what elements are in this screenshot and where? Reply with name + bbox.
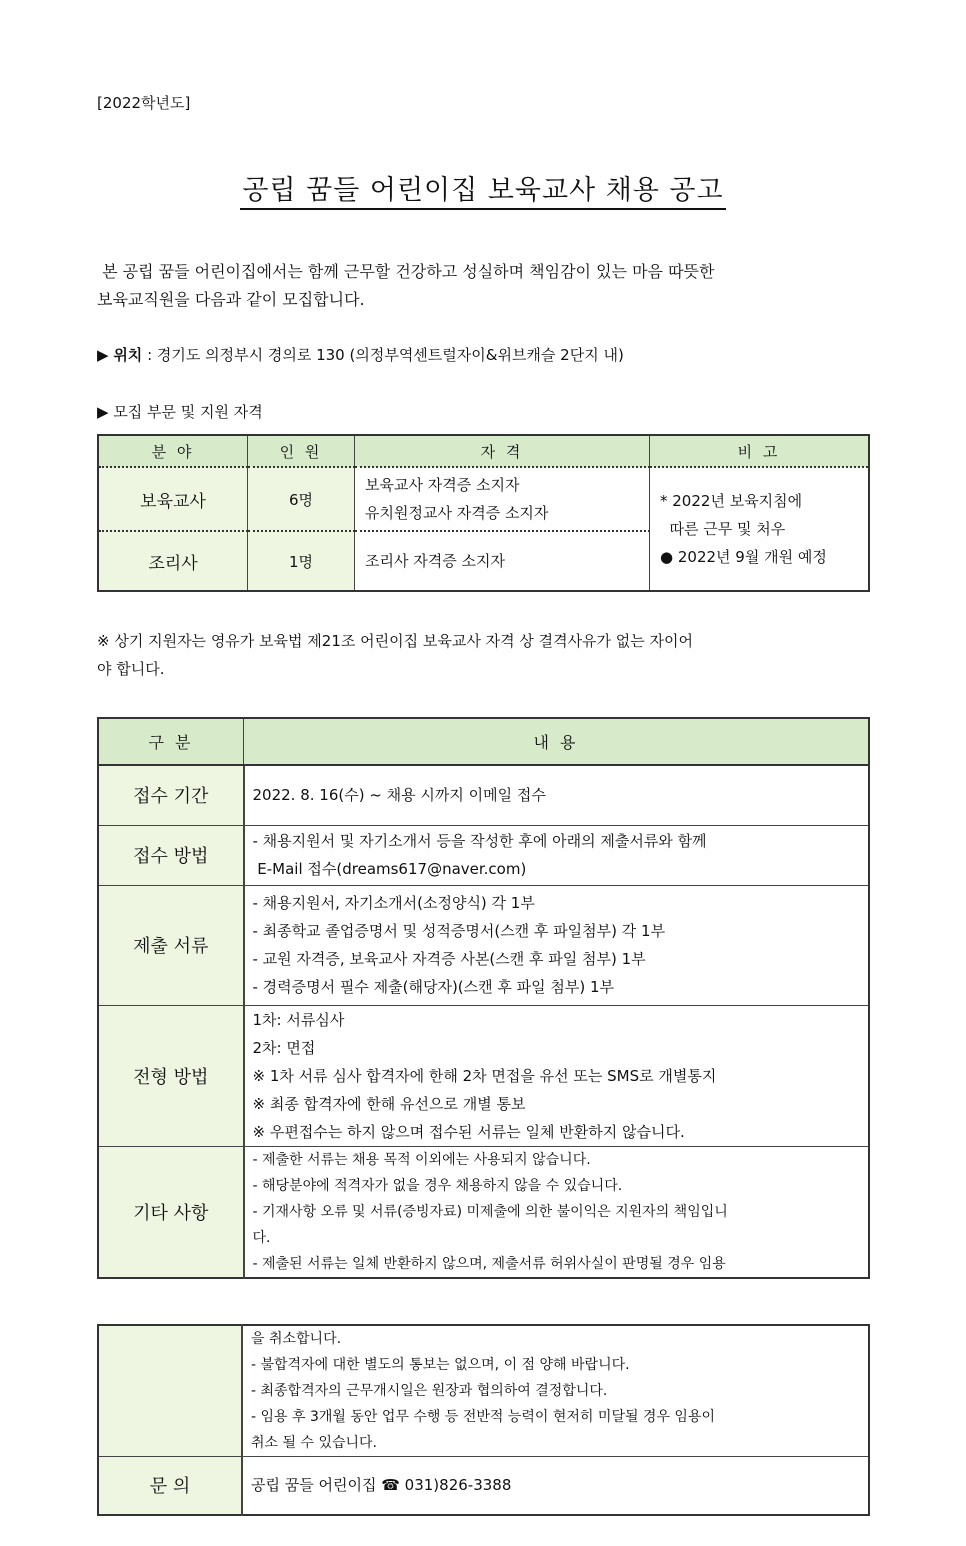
details-label-selection: 전형 방법	[98, 1005, 244, 1146]
details-content	[244, 885, 870, 1005]
table-row	[98, 1457, 869, 1515]
remark-line: ● 2022년 9월 개원 예정	[660, 548, 827, 566]
note-line-2: 야 합니다.	[97, 660, 165, 678]
content-line: 1차: 서류심사	[252, 1010, 345, 1029]
content-line: 을 취소합니다.	[251, 1331, 342, 1347]
table-row	[98, 1325, 869, 1457]
recruit-header-row	[98, 435, 869, 467]
recruit-field-cell: 보육교사	[98, 467, 248, 531]
details-header-category: 구 분	[98, 718, 244, 765]
recruit-table	[97, 434, 870, 592]
content-line: - 최종학교 졸업증명서 및 성적증명서(스캔 후 파일첨부) 각 1부	[252, 922, 666, 940]
content-line: - 임용 후 3개월 동안 업무 수행 등 전반적 능력이 현저히 미달될 경우 임용이	[251, 1409, 716, 1425]
details-label-other: 기타 사항	[98, 1146, 244, 1278]
year-label: [2022학년도]	[97, 94, 191, 112]
content-line: E-Mail 접수(dreams617@naver.com)	[252, 860, 527, 878]
recruit-qual-cell	[355, 467, 650, 531]
content-line: - 채용지원서 및 자기소개서 등을 작성한 후에 아래의 제출서류와 함께	[252, 832, 707, 850]
content-line: - 제출한 서류는 채용 목적 이외에는 사용되지 않습니다.	[252, 1151, 591, 1168]
table-row	[98, 1005, 869, 1146]
recruit-qual-cell	[355, 531, 650, 591]
eligibility-note	[97, 627, 870, 683]
contact-label: 문 의	[98, 1457, 242, 1515]
recruit-header-remark: 비 고	[650, 435, 870, 467]
details-content	[244, 765, 870, 825]
qual-line: 보육교사 자격증 소지자	[365, 476, 520, 494]
details-label-period: 접수 기간	[98, 765, 244, 825]
content-line: - 기재사항 오류 및 서류(증빙자료) 미제출에 의한 불이익은 지원자의 책임입니	[252, 1203, 728, 1220]
details-table	[97, 717, 870, 1279]
content-line: 다.	[252, 1229, 271, 1246]
location-text: : 경기도 의정부시 경의로 130 (의정부역센트럴자이&위브캐슬 2단지 내)	[142, 346, 624, 364]
table-row	[98, 765, 869, 825]
content-line: - 경력증명서 필수 제출(해당자)(스캔 후 파일 첨부) 1부	[252, 978, 615, 996]
content-line: ※ 우편접수는 하지 않으며 접수된 서류는 일체 반환하지 않습니다.	[252, 1122, 685, 1141]
content-line: - 최종합격자의 근무개시일은 원장과 협의하여 결정합니다.	[251, 1383, 608, 1399]
recruit-header-qual: 자 격	[355, 435, 650, 467]
content-line: 2차: 면접	[252, 1038, 316, 1057]
content-line: 2022. 8. 16(수) ~ 채용 시까지 이메일 접수	[252, 786, 546, 805]
content-line: 취소 될 수 있습니다.	[251, 1435, 377, 1451]
details-label-method: 접수 방법	[98, 825, 244, 885]
intro-line-2: 보육교직원을 다음과 같이 모집합니다.	[97, 290, 365, 309]
details-content	[242, 1325, 869, 1457]
page-title-text: 공립 꿈들 어린이집 보육교사 채용 공고	[240, 175, 725, 210]
content-line: - 채용지원서, 자기소개서(소정양식) 각 1부	[252, 894, 535, 912]
details-content	[244, 1005, 870, 1146]
details-header-row	[98, 718, 869, 765]
remark-line: 따른 근무 및 처우	[660, 520, 786, 538]
location-label: 위치	[113, 346, 143, 364]
details-continued-table	[97, 1324, 870, 1516]
details-header-content: 내 용	[244, 718, 870, 765]
content-line: - 불합격자에 대한 별도의 통보는 없으며, 이 점 양해 바랍니다.	[251, 1357, 630, 1373]
details-content	[244, 825, 870, 885]
content-line: ※ 1차 서류 심사 합격자에 한해 2차 면접을 유선 또는 SMS로 개별통지	[252, 1066, 717, 1085]
details-label-blank	[98, 1325, 242, 1457]
recruit-count-cell: 6명	[248, 467, 355, 531]
qual-line: 조리사 자격증 소지자	[365, 552, 505, 570]
content-line: - 교원 자격증, 보육교사 자격증 사본(스캔 후 파일 첨부) 1부	[252, 950, 646, 968]
content-line: - 해당분야에 적격자가 없을 경우 채용하지 않을 수 있습니다.	[252, 1177, 623, 1194]
content-line: - 제출된 서류는 일체 반환하지 않으며, 제출서류 허위사실이 판명될 경우 임용	[252, 1255, 726, 1272]
recruit-count-cell: 1명	[248, 531, 355, 591]
recruit-header-field: 분 야	[98, 435, 248, 467]
intro-paragraph	[97, 258, 877, 314]
recruit-section-title: ▶ 모집 부문 및 지원 자격	[97, 403, 263, 421]
recruit-header-count: 인 원	[248, 435, 355, 467]
intro-line-1: 본 공립 꿈들 어린이집에서는 함께 근무할 건강하고 성실하며 책임감이 있는 마음 따뜻한	[97, 262, 715, 281]
remark-line: * 2022년 보육지침에	[660, 492, 803, 510]
details-label-documents: 제출 서류	[98, 885, 244, 1005]
details-content	[244, 1146, 870, 1278]
table-row	[98, 825, 869, 885]
qual-line: 유치원정교사 자격증 소지자	[365, 504, 549, 522]
recruit-field-cell: 조리사	[98, 531, 248, 591]
location-line	[97, 344, 624, 365]
location-prefix: ▶	[97, 346, 114, 364]
contact-info: 공립 꿈들 어린이집 ☎ 031)826-3388	[251, 1476, 512, 1495]
page-title	[0, 168, 966, 207]
table-row	[98, 467, 869, 531]
note-line-1: ※ 상기 지원자는 영유가 보육법 제21조 어린이집 보육교사 자격 상 결격사유가 없는 자이어	[97, 632, 694, 650]
recruit-remark-cell	[650, 467, 870, 591]
table-row	[98, 1146, 869, 1278]
content-line: ※ 최종 합격자에 한해 유선으로 개별 통보	[252, 1094, 526, 1113]
table-row	[98, 885, 869, 1005]
